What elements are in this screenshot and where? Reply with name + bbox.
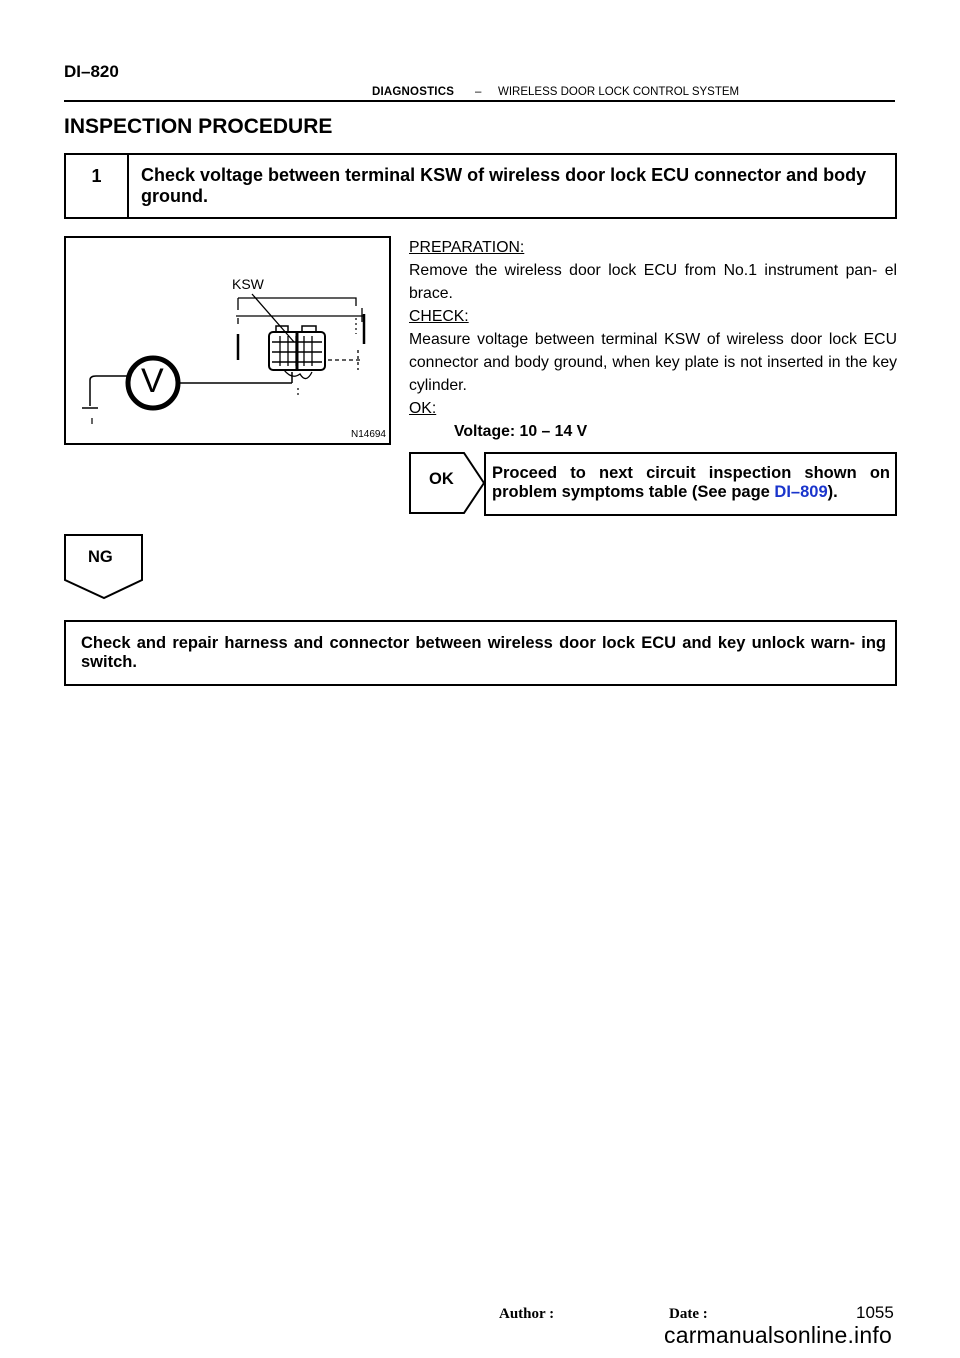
preparation-text: Remove the wireless door lock ECU from No.1 instrument pan- el brace. xyxy=(409,262,897,302)
ng-tag-label: NG xyxy=(88,548,113,566)
ground-wire-curve xyxy=(90,376,128,380)
watermark: carmanualsonline.info xyxy=(664,1322,892,1348)
ok-heading: OK: xyxy=(409,400,437,417)
ok-tag-label: OK xyxy=(429,470,454,488)
ng-result-box xyxy=(64,620,897,686)
check-heading: CHECK: xyxy=(409,308,469,325)
step-box xyxy=(64,153,897,219)
check-text: Measure voltage between terminal KSW of wireless door lock ECU connector and body ground, when key plate is not inserted in the key cylinder. xyxy=(409,331,897,394)
page-id: DI–820 xyxy=(64,62,119,81)
footer-page-number: 1055 xyxy=(856,1303,894,1322)
header-section: DIAGNOSTICS xyxy=(372,86,455,98)
ok-tag xyxy=(409,452,485,514)
ksw-terminal-label: KSW xyxy=(232,276,264,292)
ecu-connector xyxy=(269,326,325,379)
figure-code: N14694 xyxy=(350,429,386,440)
ok-result-text-after: ). xyxy=(827,483,838,501)
footer-author-label: Author : xyxy=(499,1306,555,1322)
ng-tag xyxy=(64,534,144,600)
ok-spec: Voltage: 10 – 14 V xyxy=(454,423,588,440)
page-link[interactable]: DI–809 xyxy=(774,483,828,501)
step-text: Check voltage between terminal KSW of wireless door lock ECU connector and body ground. xyxy=(141,165,867,206)
header-separator: – xyxy=(475,86,482,98)
ng-result-text: Check and repair harness and connector between wireless door lock ECU and key unlock warn- ing switch. xyxy=(81,634,886,671)
wiring-figure xyxy=(64,236,391,445)
ng-arrow-icon xyxy=(64,534,144,600)
page-title: INSPECTION PROCEDURE xyxy=(64,115,333,138)
procedure-text xyxy=(409,236,897,443)
ksw-leader-line xyxy=(252,294,294,342)
footer-date-label: Date : xyxy=(669,1306,708,1322)
preparation-heading: PREPARATION: xyxy=(409,239,525,256)
step-number: 1 xyxy=(66,155,129,217)
header-subsection: WIRELESS DOOR LOCK CONTROL SYSTEM xyxy=(498,86,740,98)
ecu-outline xyxy=(238,298,362,324)
header-rule xyxy=(64,100,895,102)
voltmeter-diagram xyxy=(66,238,389,443)
ok-result-text-before: Proceed to next circuit inspection shown on problem symptoms table (See page xyxy=(492,464,890,501)
ok-result-text xyxy=(492,464,890,502)
voltmeter-label: V xyxy=(141,362,164,400)
ok-result-box xyxy=(484,452,897,516)
